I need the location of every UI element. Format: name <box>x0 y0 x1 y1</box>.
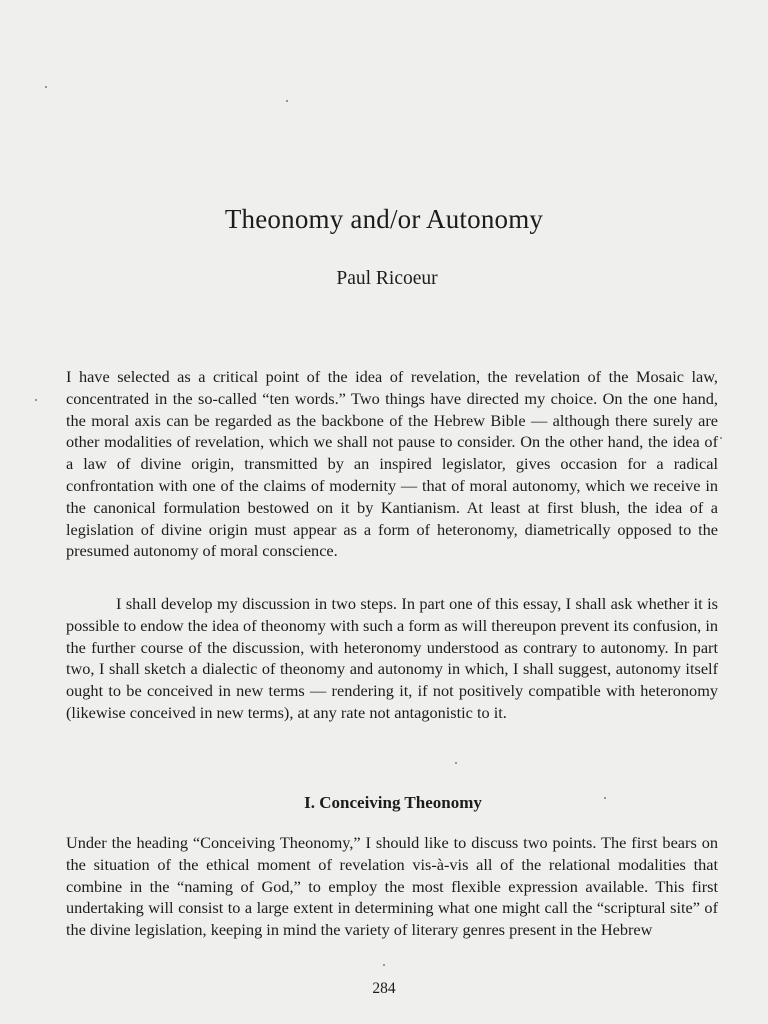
body-paragraph-1: I have selected as a critical point of the idea of revelation, the revelation of the Mosaic law, concentrated in the so-called “ten words.” Two things have directed my choice. On the one hand, the moral axis can be regarded as the backbone of the Hebrew Bible — although there surely are other modalities of revelation, which we shall not pause to consider. On the other hand, the idea of a law of divine origin, transmitted by an inspired legislator, gives occasion for a radical confrontation with one of the claims of modernity — that of moral autonomy, which we receive in the canonical formulation bestowed on it by Kantianism. At least at first blush, the idea of a legislation of divine origin must appear as a form of heteronomy, diametrically opposed to the presumed autonomy of moral conscience. <box>66 367 718 561</box>
scan-speck <box>720 437 722 439</box>
page-number: 284 <box>372 980 396 997</box>
scan-speck <box>286 100 288 102</box>
scan-speck <box>383 964 385 966</box>
scan-speck <box>45 86 47 88</box>
scan-speck <box>455 762 457 764</box>
body-paragraph-2: I shall develop my discussion in two steps. In part one of this essay, I shall ask whether it is possible to endow the idea of theonomy with such a form as will thereupon prevent its confusion, in the further course of the discussion, with heteronomy understood as contrary to autonomy. In part two, I shall sketch a dialectic of theonomy and autonomy in which, I shall suggest, autonomy itself ought to be conceived in new terms — rendering it, if not positively compatible with heteronomy (likewise conceived in new terms), at any rate not antagonistic to it. <box>66 594 718 722</box>
section-heading: I. Conceiving Theonomy <box>304 793 482 812</box>
section-paragraph: Under the heading “Conceiving Theonomy,” I should like to discuss two points. The first bears on the situation of the ethical moment of revelation vis-à-vis all of the relational modalities that combine in the “naming of God,” to employ the most flexible expression available. This first undertaking will consist to a large extent in determining what one might call the “scriptural site” of the divine legislation, keeping in mind the variety of literary genres present in the Hebrew <box>66 833 718 940</box>
article-author: Paul Ricoeur <box>336 268 438 289</box>
scan-speck <box>35 399 37 401</box>
article-title: Theonomy and/or Autonomy <box>224 204 544 234</box>
